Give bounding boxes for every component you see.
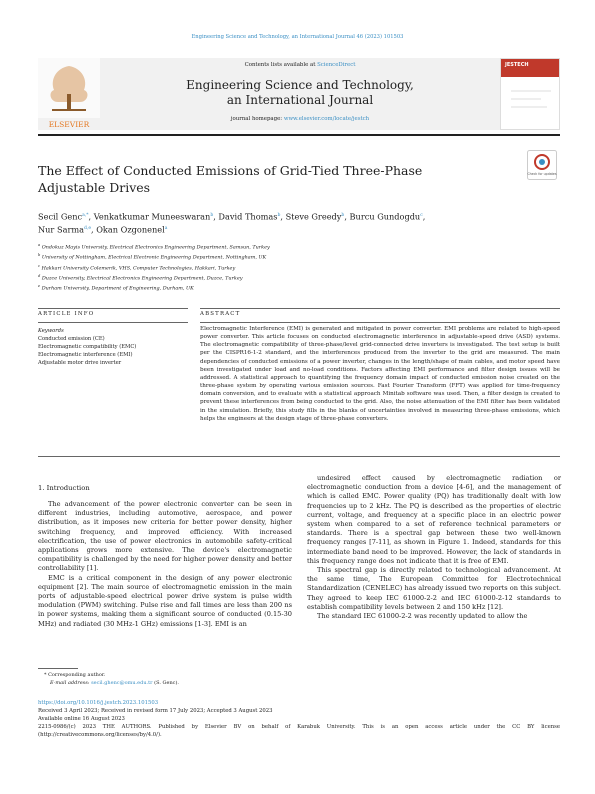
divider [38,322,188,323]
affiliations [38,242,558,294]
author-list [38,210,558,236]
journal-title [110,78,490,108]
abstract-heading: ABSTRACT [200,311,241,317]
publisher-name: ELSEVIER [48,120,90,129]
header-divider [38,134,560,136]
article-metadata [38,700,560,740]
affiliation-item [38,283,558,293]
affiliation-text: Durham University, Department of Engineering, Durham, UK [41,285,194,292]
license-text: 2215-0986/(c) 2023 THE AUTHORS. Published by Elsevier BV on behalf of Karabuk University. This is an open access article under the CC BY license (http://creativecommons.org/licenses/by/4.0/). [38,723,560,738]
author-affiliation-mark[interactable]: a,* [82,213,89,218]
authors-line1: Secil Genc$^{a,*}$, Venkatkumar Muneeswaran$^b$, David Thomas$^b$, Steve Greedy$^b$, Burcu Gundogdu$^c$, [38,211,426,222]
journal-title-line2: an International Journal [226,93,374,107]
article-title-line2: Adjustable Drives [38,180,151,195]
received-dates: Received 3 April 2023; Received in revised form 17 July 2023; Accepted 3 August 2023 [38,707,273,714]
affiliation-mark: e [38,284,41,289]
online-date: Available online 16 August 2023 [38,715,125,722]
authors-line2: Nur Sarma$^{d,e}$, Okan Ozgonenel$^a$ [38,224,168,235]
email-suffix: (S. Genc). [152,679,180,686]
affiliation-item [38,252,558,262]
article-info-heading: ARTICLE INFO [38,311,95,317]
affiliation-mark: b [38,253,41,258]
affiliation-item [38,263,558,273]
affiliation-item [38,273,558,283]
affiliation-text: Duzce University, Electrical Electronics Engineering Department, Duzce, Turkey [41,275,243,282]
author-affiliation-mark[interactable]: a [164,226,168,232]
divider [38,308,188,309]
affiliation-text: Ondokuz Mayis University, Electrical Electronics Engineering Department, Samsun, Turkey [41,244,270,251]
right-paragraphs [307,474,561,621]
affiliation-mark: c [38,263,41,268]
paragraph: This spectral gap is directly related to technological advancement. At the same time, The European Committee for Electrotechnical Standardization (CENELEC) has already issued two reports on this subject. They agreed to keep IEC 61000-2-2 and IEC 61000-2-12 standards to establish compatibility levels between 2 and 150 kHz [12]. [307,566,561,611]
author-name[interactable]: Steve Greedy [285,211,342,222]
divider [200,322,560,323]
affiliation-item [38,242,558,252]
divider [38,456,560,457]
journal-cover[interactable] [500,58,560,130]
elsevier-tree-icon [38,58,100,118]
keywords-block [38,327,188,367]
keyword-item: Electromagnetic interference (EMI) [38,352,133,359]
email-line [38,680,338,688]
homepage-link[interactable]: www.elsevier.com/locate/jestch [283,116,370,122]
contents-line [110,62,490,68]
body-column-left [38,484,292,629]
keywords-label: Keywords [38,328,64,334]
divider [200,308,560,309]
paragraph: The advancement of the power electronic converter can be seen in different industries, including automotive, aerospace, and power distribution, as it imposes new criteria for better power density, higher switching frequency, and improved efficiency. With increased electrification, the use of power electronics in automobile safety-critical applications grows more extensive. The device's electromagnetic compatibility is challenged by the need for higher power density and better controllability [1]. [38,500,292,573]
author-affiliation-mark[interactable]: d,e [84,226,91,232]
author-affiliation-mark[interactable]: c [420,213,423,218]
keyword-item: Electromagnetic compatibility (EMC) [38,344,137,351]
author-name[interactable]: Okan Ozgonenel [96,224,165,235]
affiliation-mark: d [38,273,41,278]
paragraph: undesired effect caused by electromagnetic radiation or electromagnetic conduction from a device [4-6], and the management of which is called EMC. Power quality (PQ) has traditionally dealt with low frequencies up to 2 kHz. The PQ is described as the properties of electric current, voltage, and frequency at a specific place in an electric power system when compared to a set of reference technical parameters or standards. There is a spectral gap between these two well-known frequency ranges [7-11], as shown in Figure 1. Indeed, standards for this intermediate band need to be improved. However, the lack of standards in this frequency range does not indicate that it is free of EMI. [307,474,561,565]
keyword-item: Conducted emission (CE) [38,336,105,343]
affiliation-text: Hakkari University Colemerik, VHS, Computer Technologies, Hakkari, Turkey [41,265,236,272]
footnote [38,672,338,687]
journal-title-line1: Engineering Science and Technology, [186,78,414,92]
author-affiliation-mark[interactable]: b [277,213,281,218]
check-for-updates-badge[interactable] [527,150,557,180]
affiliation-text: University of Nottingham, Electrical Electronic Engineering Department, Nottingham, UK [41,254,267,261]
body-column-right [307,474,561,621]
cover-label: JESTECH [505,62,529,68]
author-affiliation-mark[interactable]: b [341,213,345,218]
homepage-prefix: journal homepage: [230,116,284,122]
article-title-line1: The Effect of Conducted Emissions of Grid-Tied Three-Phase [38,163,423,178]
running-head[interactable]: Engineering Science and Technology, an International Journal 46 (2023) 101503 [191,34,404,40]
affiliation-mark: a [38,243,41,247]
keyword-list [38,335,188,367]
check-updates-label: Check for updates [527,172,557,176]
left-paragraphs [38,500,292,629]
abstract-text: Electromagnetic Interference (EMI) is generated and mitigated in power converter. EMI problems are related to high-speed power converter. This article focuses on conducted electromagnetic interference in adjustable-speed drive (ASD) systems. The electromagnetic compatibility of three-phase/level grid-connected drive inverters is investigated. The test setup is built per the CISPR16-1-2 standard, and the interferences produced from the inverter to the grid are measured. The main dependencies of conducted emissions of a power inverter, changes in the length/shape of main cables, and motor speed have been investigated under load and no-load conditions. Factors affecting EMI performance and filter design issues will be addressed. A statistical approach to quantifying the frequency domain impact of conducted emission noise created on the three-phase system by operating various emission sources. Fast Fourier Transform (FFT) was applied for time-frequency domain conversion, and to evaluate with a statistical approach Minitab software was used. Then, a filter design is created to prevent these interferences from being conducted to the grid. Also, the noise attenuation of the EMI filter has been validated in the simulation. Briefly, this study fills in the blanks of uncertainties involved in measuring three-phase emissions, which helps the engineers at the design stage of three-phase converters. [200,326,560,422]
keyword-item: Adjustable motor drive inverter [38,360,122,367]
sciencedirect-link[interactable]: ScienceDirect [317,62,356,68]
footnote-divider [38,668,78,669]
email-link[interactable]: secil.ghenc@omu.edu.tr [91,679,153,686]
author-name[interactable]: Burcu Gundogdu [349,211,421,222]
journal-homepage [110,116,490,122]
section-heading: 1. Introduction [38,484,90,492]
corresponding-note: * Corresponding author. [44,672,106,678]
email-label: E-mail address: [50,679,92,686]
author-affiliation-mark[interactable]: b [210,213,214,218]
paragraph: EMC is a critical component in the design of any power electronic equipment [2]. The main source of electromagnetic emission in the main ports of adjustable-speed electrical power drive system is pulse width modulation (PWM) switching. Pulse rise and fall times are less than 200 ns in power systems, making them a significant source of conducted (0.15-30 MHz) and radiated (30 MHz-1 GHz) emissions [1-3]. EMI is an [38,573,292,628]
cover-illustration-icon [507,81,555,125]
author-name[interactable]: Secil Genc [38,211,83,222]
doi-link[interactable]: https://doi.org/10.1016/j.jestch.2023.101503 [38,700,159,706]
author-name[interactable]: Nur Sarma [38,224,85,235]
article-title [38,162,478,196]
contents-prefix: Contents lists available at [244,62,318,68]
paragraph: The standard IEC 61000-2-2 was recently updated to allow the [317,612,528,621]
author-name[interactable]: David Thomas [218,211,278,222]
author-name[interactable]: Venkatkumar Muneeswaran [93,211,211,222]
